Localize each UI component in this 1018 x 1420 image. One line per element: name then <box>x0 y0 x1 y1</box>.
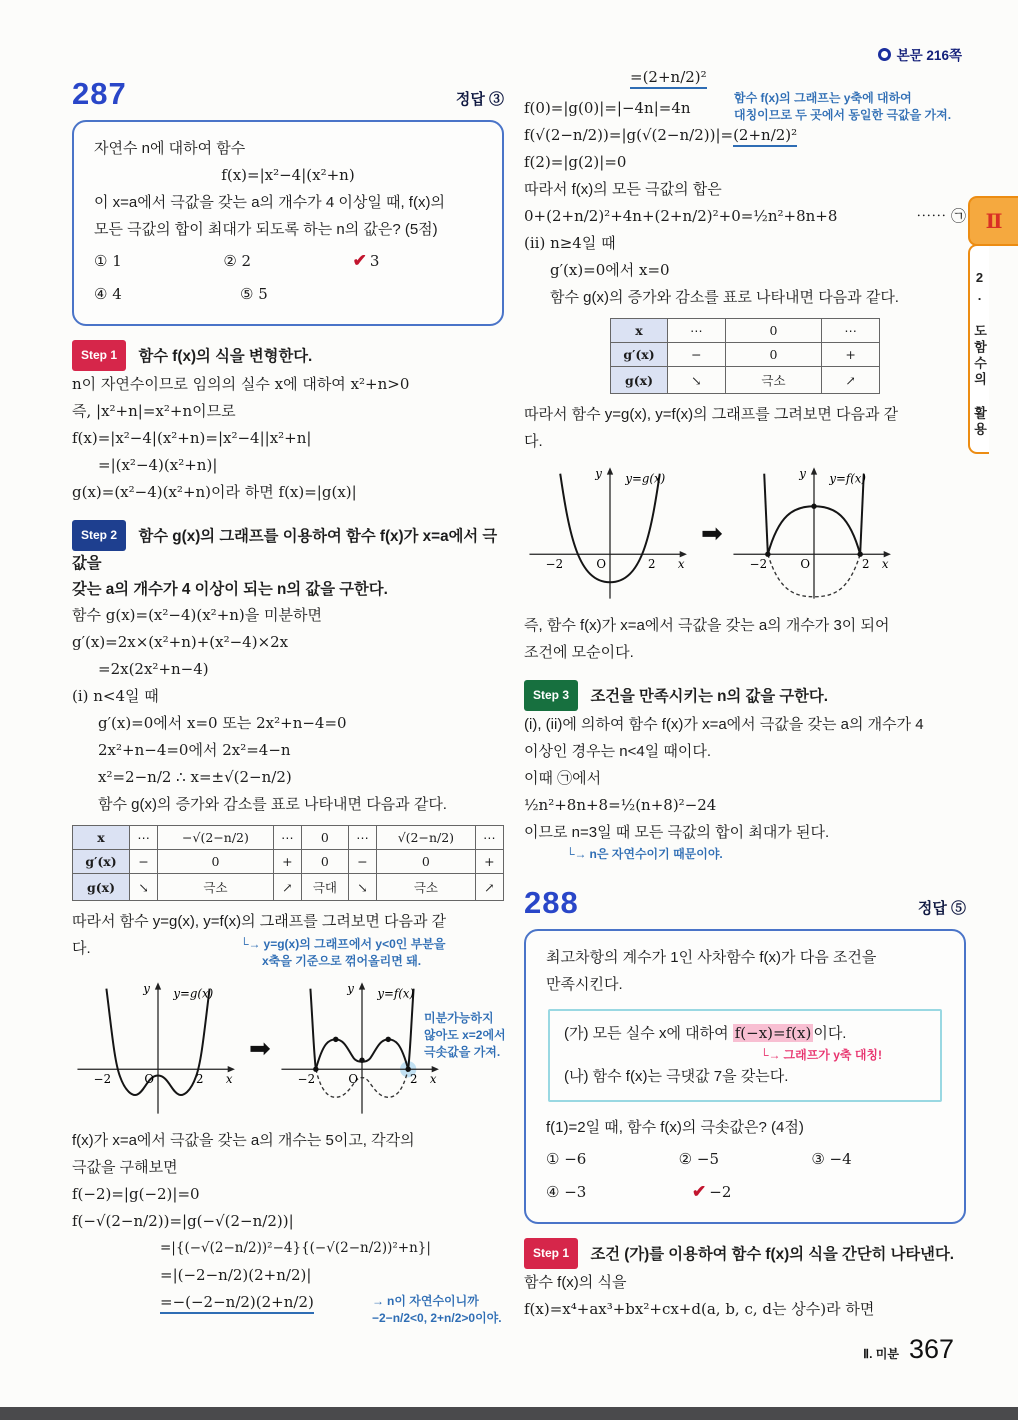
choices-row <box>94 247 482 276</box>
choice-3-checked <box>353 247 482 276</box>
solution-line: 따라서 함수 y=g(x), y=f(x)의 그래프를 그려보면 다음과 같 <box>524 406 899 423</box>
chapter-title-tab: 2. 도함수의 활용 <box>968 244 989 454</box>
choice-5-value: −2 <box>709 1183 732 1201</box>
table-cell: + <box>273 850 301 874</box>
left-column <box>72 76 506 1325</box>
condition-b: (나) 함수 f(x)는 극댓값 7을 갖는다. <box>564 1068 789 1085</box>
solution-line: 함수 g(x)의 증가와 감소를 표로 나타내면 다음과 같다. <box>550 289 899 306</box>
graph-pair-case-i <box>72 976 504 1119</box>
table-cell: − <box>130 850 158 874</box>
pink-note-symmetry <box>760 1047 926 1063</box>
equation-line: ½n²+8n+8=½(n+8)²−24 <box>524 796 717 814</box>
blue-note-symmetry <box>734 90 974 124</box>
solution-line: f(x)가 x=a에서 극값을 갖는 a의 개수는 5이고, 각각의 <box>72 1132 415 1149</box>
table-header-gprime: g′(x) <box>73 850 130 874</box>
table-cell: + <box>475 850 503 874</box>
step3-row <box>524 680 966 711</box>
condition-box <box>548 1009 942 1102</box>
choice-1: ① −6 <box>546 1150 587 1168</box>
case-ii-line: (ii) n≥4일 때 <box>524 234 616 252</box>
step1-title: 함수 f(x)의 식을 변형한다. <box>138 348 313 365</box>
y-axis-label: y <box>799 466 806 481</box>
graph-g-case-ii <box>524 461 696 604</box>
equation-line: f(0)=|g(0)|=|−4n|=4n <box>524 99 691 117</box>
solution-line: 즉, 함수 f(x)가 x=a에서 극값을 갖는 a의 개수가 3이 되어 <box>524 617 890 634</box>
graph-pair-case-ii <box>524 461 966 604</box>
solution-line: =2x(2x²+n−4) <box>98 660 209 678</box>
solution-line: 함수 g(x)=(x²−4)(x²+n)을 미분하면 <box>72 606 322 624</box>
blue-note-nondiff <box>424 1010 510 1061</box>
condition-a-highlight: f(−x)=f(x) <box>734 1024 812 1042</box>
table-row <box>611 367 880 394</box>
problem-number: 287 <box>72 76 127 111</box>
table-row <box>73 874 504 901</box>
right-arrow-icon: → <box>372 1294 384 1308</box>
choice-5: ⑤ 5 <box>240 285 268 303</box>
x-axis-label: x <box>881 556 889 571</box>
equation-with-note <box>72 1289 504 1325</box>
check-icon: ✔ <box>692 1182 707 1202</box>
blue-note-n-natural <box>566 846 966 863</box>
curve-f-left-arm <box>764 474 768 555</box>
table-cell: ↗ <box>273 874 301 901</box>
note-line: x축을 기준으로 꺾어올리면 돼. <box>262 954 422 968</box>
graph-g-case-i <box>72 976 244 1119</box>
table-row <box>73 826 504 850</box>
increase-decrease-table-2 <box>610 318 880 394</box>
solution-line: 2x²+n−4=0에서 2x²=4−n <box>98 741 291 759</box>
solution-line: 이므로 n=3일 때 모든 극값의 합이 최대가 된다. <box>524 824 830 841</box>
solution-line: (i), (ii)에 의하여 함수 f(x)가 x=a에서 극값을 갖는 a의 개수가 4 <box>524 716 924 733</box>
reference-mark: ⋯⋯ ㉠ <box>916 207 966 225</box>
y-axis-arrow <box>359 982 365 989</box>
table-header-g: g(x) <box>73 874 130 901</box>
problem-number: 288 <box>524 885 579 920</box>
table-cell: 0 <box>377 850 476 874</box>
solution-line: x²=2−n/2 ∴ x=±√(2−n/2) <box>98 768 292 786</box>
graph-f-case-ii <box>728 461 900 604</box>
solution-line: 조건에 모순이다. <box>524 644 634 661</box>
table-cell: −√(2−n/2) <box>158 826 274 850</box>
curve-f-right-arm <box>408 989 413 1070</box>
condition-a <box>564 1020 926 1047</box>
note-line: y=g(x)의 그래프에서 y<0인 부분을 <box>263 937 446 951</box>
x-axis-label: x <box>429 1071 437 1086</box>
footer-page-number: 367 <box>908 1334 954 1364</box>
origin-label: O <box>348 1071 358 1086</box>
equation-line: =|(−2−n/2)(2+n/2)| <box>160 1266 312 1284</box>
blue-note-fold-up <box>240 936 502 970</box>
reference-line <box>878 44 962 64</box>
answer-label: 정답 ③ <box>455 91 504 108</box>
transform-arrow-icon: ➡ <box>249 1032 271 1063</box>
origin-label: O <box>800 556 810 571</box>
tick-minus2: −2 <box>297 1071 315 1086</box>
y-axis-arrow <box>811 467 817 474</box>
answer-label: 정답 ⑤ <box>917 900 966 917</box>
choice-5-checked <box>692 1178 838 1207</box>
table-row <box>611 319 880 343</box>
table-cell: 0 <box>301 826 348 850</box>
solution-line: 함수 g(x)의 증가와 감소를 표로 나타내면 다음과 같다. <box>98 796 447 813</box>
step2-badge: Step 2 <box>72 520 126 551</box>
x-axis-label: x <box>677 556 685 571</box>
sum-equation: 0+(2+n/2)²+4n+(2+n/2)²+0=½n²+8n+8 <box>524 207 838 225</box>
tick-minus2: −2 <box>545 556 564 571</box>
condition-a-post: 이다. <box>813 1025 847 1042</box>
right-column <box>524 64 966 1323</box>
choice-3-value: 3 <box>369 252 380 270</box>
solution-line: 극값을 구해보면 <box>72 1159 178 1176</box>
choice-3: ③ −4 <box>811 1150 852 1168</box>
table-cell: 극소 <box>158 874 274 901</box>
choice-1: ① 1 <box>94 252 122 270</box>
step3-badge: Step 3 <box>524 680 578 711</box>
y-axis-label: y <box>143 981 150 996</box>
tick-2: 2 <box>861 556 870 571</box>
curve-label-g: y=g(x) <box>173 986 214 1001</box>
step2-row <box>72 520 504 602</box>
table-cell: ↘ <box>130 874 158 901</box>
page-footer <box>863 1334 954 1365</box>
table-cell: − <box>668 343 726 367</box>
note-line: 대칭이므로 두 곳에서 동일한 극값을 가져. <box>734 108 952 122</box>
table-cell: √(2−n/2) <box>377 826 476 850</box>
solution-line: 즉, |x²+n|=x²+n이므로 <box>72 402 236 420</box>
problem-287-header <box>72 76 504 112</box>
solution-line: 따라서 함수 y=g(x), y=f(x)의 그래프를 그려보면 다음과 같 <box>72 913 447 930</box>
table-cell: 0 <box>301 850 348 874</box>
table-cell: ↘ <box>668 367 726 394</box>
step2-title-1: 함수 g(x)의 그래프를 이용하여 함수 f(x)가 x=a에서 극값을 <box>72 528 498 572</box>
solution-line: g′(x)=0에서 x=0 <box>550 261 670 279</box>
solution-line: f(x)=|x²−4|(x²+n)=|x²−4||x²+n| <box>72 429 312 447</box>
equation-line: f(2)=|g(2)|=0 <box>524 153 627 171</box>
solution-line: n이 자연수이므로 임의의 실수 x에 대하여 x²+n>0 <box>72 375 410 393</box>
solution-line: 이상인 경우는 n<4일 때이다. <box>524 743 712 760</box>
solution-line: g(x)=(x²−4)(x²+n)이라 하면 f(x)=|g(x)| <box>72 483 357 501</box>
table-cell: ⋯ <box>475 826 503 850</box>
choice-2: ② −5 <box>678 1150 719 1168</box>
tick-2: 2 <box>409 1071 418 1086</box>
note-line: −2−n/2<0, 2+n/2>0이야. <box>372 1311 502 1325</box>
problem-288-box <box>524 929 966 1224</box>
extremum-dot <box>333 1037 338 1042</box>
footer-section: Ⅱ. 미분 <box>863 1347 899 1361</box>
chapter-roman-tab: Ⅱ <box>968 196 1018 246</box>
y-axis-arrow <box>155 982 161 989</box>
y-axis-label: y <box>347 981 354 996</box>
curve-label-g: y=g(x) <box>625 471 666 486</box>
graph-intro-block <box>72 908 504 968</box>
solution-line: g′(x)=0에서 x=0 또는 2x²+n−4=0 <box>98 714 347 732</box>
tick-2: 2 <box>196 1071 204 1086</box>
extremum-dot <box>359 1057 364 1062</box>
y-axis-arrow <box>607 467 613 474</box>
solution-line: 함수 f(x)의 식을 <box>524 1274 627 1291</box>
table-cell: 0 <box>725 343 821 367</box>
extremum-dot <box>385 1037 390 1042</box>
tick-minus2: −2 <box>749 556 767 571</box>
curve-f-left-arm <box>310 989 315 1070</box>
choices-row <box>94 280 482 309</box>
solution-line: 이때 ㉠에서 <box>524 770 602 787</box>
problem-line: 최고차항의 계수가 1인 사차함수 f(x)가 다음 조건을 <box>546 949 877 966</box>
table-cell: − <box>348 850 376 874</box>
problem-287-box <box>72 120 504 326</box>
step3-title: 조건을 만족시키는 n의 값을 구한다. <box>590 688 828 705</box>
table-cell: ↗ <box>475 874 503 901</box>
table-cell: ↘ <box>348 874 376 901</box>
case-i-line: (i) n<4일 때 <box>72 687 159 705</box>
elbow-arrow-icon: └→ <box>566 847 587 861</box>
equation-line <box>630 64 966 91</box>
note-line: n은 자연수이기 때문이야. <box>589 847 723 861</box>
note-line: 그래프가 y축 대칭! <box>783 1048 882 1062</box>
problem-line: 모든 극값의 합이 최대가 되도록 하는 n의 값은? (5점) <box>94 221 438 238</box>
table-header-x: x <box>611 319 668 343</box>
reference-text: 본문 216쪽 <box>896 48 962 63</box>
problem-line: 이 x=a에서 극값을 갖는 a의 개수가 4 이상일 때, f(x)의 <box>94 194 445 211</box>
problem-line: 자연수 n에 대하여 함수 <box>94 140 246 157</box>
origin-label: O <box>144 1071 155 1086</box>
note-line: n이 자연수이니까 <box>387 1294 479 1308</box>
origin-label: O <box>596 556 607 571</box>
equation-line <box>524 203 966 230</box>
step1-row-288 <box>524 1238 966 1269</box>
solution-line: f(x)=x⁴+ax³+bx²+cx+d(a, b, c, d는 상수)라 하면 <box>524 1300 875 1318</box>
equation-line: f(−2)=|g(−2)|=0 <box>72 1185 200 1203</box>
tick-minus2: −2 <box>93 1071 112 1086</box>
step2-title-2: 갖는 a의 개수가 4 이상이 되는 n의 값을 구한다. <box>72 581 388 598</box>
choice-2: ② 2 <box>223 252 252 270</box>
transform-arrow-icon: ➡ <box>701 517 723 548</box>
table-header-gprime: g′(x) <box>611 343 668 367</box>
table-cell: ⋯ <box>130 826 158 850</box>
equation-line: =|{(−√(2−n/2))²−4}{(−√(2−n/2))²+n}| <box>160 1240 431 1256</box>
table-row <box>611 343 880 367</box>
condition-a-pre: (가) 모든 실수 x에 대하여 <box>564 1025 733 1042</box>
table-cell: 0 <box>158 850 274 874</box>
table-cell: ⋯ <box>348 826 376 850</box>
ref-bullet-icon <box>878 48 891 61</box>
chapter-side-tab <box>968 196 1018 454</box>
note-line: 미분가능하지 <box>424 1011 494 1025</box>
curve-label-f: y=f(x) <box>829 471 866 486</box>
equation-value: =(2+n/2)² <box>630 68 707 89</box>
solution-line: 따라서 f(x)의 모든 극값의 합은 <box>524 181 722 198</box>
equation-line: f(−√(2−n/2))=|g(−√(2−n/2))| <box>72 1212 294 1230</box>
table-cell: + <box>822 343 880 367</box>
table-cell: 극소 <box>725 367 821 394</box>
table-header-x: x <box>73 826 130 850</box>
note-line: 않아도 x=2에서 <box>424 1028 506 1042</box>
solution-line: =|(x²−4)(x²+n)| <box>98 456 218 474</box>
graph-f-case-i <box>276 976 448 1119</box>
choices-row <box>546 1178 944 1207</box>
note-line: 함수 f(x)의 그래프는 y축에 대하여 <box>734 91 912 105</box>
equation-part: f(√(2−n/2))=|g(√(2−n/2))|= <box>524 126 734 144</box>
check-icon: ✔ <box>352 251 367 271</box>
solution-line: 다. <box>72 940 91 957</box>
elbow-arrow-icon: └→ <box>760 1048 781 1062</box>
choice-4: ④ −3 <box>546 1183 587 1201</box>
table-cell: ⋯ <box>668 319 726 343</box>
step1-badge: Step 1 <box>72 340 126 371</box>
problem-formula: f(x)=|x²−4|(x²+n) <box>221 166 355 184</box>
step1-badge: Step 1 <box>524 1238 578 1269</box>
table-cell: ↗ <box>822 367 880 394</box>
note-line: 극솟값을 가져. <box>424 1045 501 1059</box>
tick-2: 2 <box>648 556 656 571</box>
blue-note-natural-number <box>372 1293 506 1327</box>
question-line: f(1)=2일 때, 함수 f(x)의 극솟값은? (4점) <box>546 1119 804 1136</box>
solution-line: g′(x)=2x×(x²+n)+(x²−4)×2x <box>72 633 289 651</box>
equation-value: =−(−2−n/2)(2+n/2) <box>160 1293 314 1314</box>
equation-part-underlined: (2+n/2)² <box>733 126 797 147</box>
table-header-g: g(x) <box>611 367 668 394</box>
table-cell: 0 <box>725 319 821 343</box>
problem-288-header <box>524 885 966 921</box>
table-cell: 극대 <box>301 874 348 901</box>
page-bottom-edge <box>0 1407 1018 1420</box>
y-axis-label: y <box>595 466 602 481</box>
table-cell: 극소 <box>377 874 476 901</box>
step1-row <box>72 340 504 371</box>
x-axis-label: x <box>225 1071 233 1086</box>
elbow-arrow-icon: └→ <box>240 937 261 951</box>
equation-line <box>524 122 966 149</box>
choice-4: ④ 4 <box>94 285 122 303</box>
table-cell: ⋯ <box>273 826 301 850</box>
problem-line: 만족시킨다. <box>546 976 623 993</box>
curve-label-f: y=f(x) <box>377 986 414 1001</box>
table-cell: ⋯ <box>822 319 880 343</box>
increase-decrease-table-1 <box>72 825 504 901</box>
curve-f-right-arm <box>860 474 864 555</box>
solution-line: 다. <box>524 433 543 450</box>
choices-row <box>546 1145 944 1174</box>
step1-title: 조건 (가)를 이용하여 함수 f(x)의 식을 간단히 나타낸다. <box>590 1246 954 1263</box>
extremum-dot <box>811 504 816 509</box>
table-row <box>73 850 504 874</box>
